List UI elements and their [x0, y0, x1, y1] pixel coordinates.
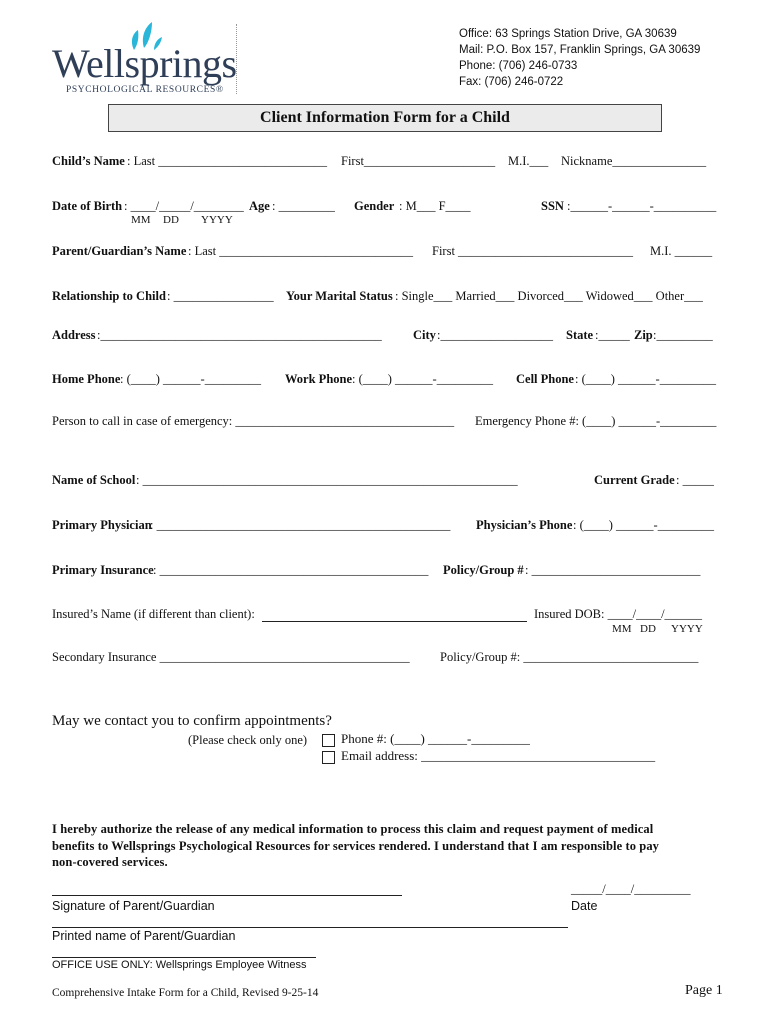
- signature-label: Signature of Parent/Guardian: [52, 899, 215, 913]
- emergency-phone-field[interactable]: Emergency Phone #: (____) ______-_________: [475, 414, 717, 428]
- footer-revision: Comprehensive Intake Form for a Child, Revised 9-25-14: [52, 987, 319, 999]
- child-last-name-field[interactable]: : Last ___________________________: [127, 154, 327, 168]
- insured-name-label: Insured’s Name (if different than client):: [52, 607, 255, 621]
- marital-status-options[interactable]: : Single___ Married___ Divorced___ Widowed___ Other___: [395, 289, 703, 303]
- contact-question: May we contact you to confirm appointments?: [52, 713, 332, 729]
- mail-address: Mail: P.O. Box 157, Franklin Springs, GA 30639: [459, 44, 701, 56]
- insurance-field[interactable]: : ___________________________________________: [153, 563, 429, 577]
- dob-dd-hint: DD: [163, 214, 179, 226]
- age-field[interactable]: : _________: [272, 199, 335, 213]
- contact-instruction: (Please check only one): [188, 733, 308, 747]
- work-phone-label: Work Phone: [285, 372, 353, 386]
- home-phone-label: Home Phone: [52, 372, 121, 386]
- guardian-last-name-field[interactable]: : Last _______________________________: [188, 244, 413, 258]
- cell-phone-label: Cell Phone: [516, 372, 574, 386]
- school-field[interactable]: : ____________________________________________________________: [136, 473, 518, 487]
- school-label: Name of School: [52, 473, 136, 487]
- address-row: [0, 328, 770, 348]
- physician-field[interactable]: : _______________________________________________: [150, 518, 451, 532]
- address-field[interactable]: :_____________________________________________: [97, 328, 382, 342]
- date-label: Date: [571, 899, 598, 913]
- relationship-label: Relationship to Child: [52, 289, 166, 303]
- secondary-insurance-row: [0, 650, 770, 670]
- physician-label: Primary Physician: [52, 518, 152, 532]
- relationship-row: [0, 289, 770, 309]
- insured-dob-yyyy-hint: YYYY: [671, 623, 703, 635]
- home-phone-field[interactable]: : (____) ______-_________: [120, 372, 261, 386]
- printed-name-label: Printed name of Parent/Guardian: [52, 929, 236, 943]
- secondary-insurance-field[interactable]: Secondary Insurance ________________________________________: [52, 650, 410, 664]
- insured-dob-format-row: [0, 623, 770, 643]
- guardian-name-row: [0, 244, 770, 264]
- email-option-label[interactable]: Email address: ____________________________________: [341, 748, 656, 763]
- insured-dob-field[interactable]: Insured DOB: ____/____/______: [534, 607, 703, 621]
- cell-phone-field[interactable]: : (____) ______-_________: [575, 372, 716, 386]
- logo-divider: [236, 24, 237, 94]
- work-phone-field[interactable]: : (____) ______-_________: [352, 372, 493, 386]
- emergency-contact-field[interactable]: Person to call in case of emergency: ___________________________________: [52, 414, 455, 428]
- logo-subtitle: PSYCHOLOGICAL RESOURCES®: [66, 85, 224, 95]
- office-contact-block: [459, 26, 700, 90]
- zip-field[interactable]: :_________: [653, 328, 713, 342]
- grade-field[interactable]: : _____: [676, 473, 714, 487]
- phones-row: [0, 372, 770, 392]
- authorization-line-1: I hereby authorize the release of any medical information to process this claim and request payment of medical: [52, 822, 654, 836]
- dob-field[interactable]: : ____/_____/________: [124, 199, 244, 213]
- marital-status-label: Your Marital Status: [286, 289, 393, 303]
- city-label: City: [413, 328, 436, 342]
- date-field[interactable]: _____/____/_________: [571, 882, 691, 896]
- phone-checkbox-icon[interactable]: [322, 734, 335, 747]
- guardian-mi-field[interactable]: M.I. ______: [650, 244, 713, 258]
- emergency-row: [0, 414, 770, 434]
- ssn-label: SSN: [541, 199, 564, 213]
- authorization-line-3: non-covered services.: [52, 855, 168, 869]
- insured-dob-dd-hint: DD: [640, 623, 656, 635]
- age-label: Age: [249, 199, 270, 213]
- guardian-first-name-field[interactable]: First ____________________________: [432, 244, 634, 258]
- child-name-label: Child’s Name: [52, 154, 125, 168]
- authorization-statement: [52, 821, 659, 871]
- insurance-row: [0, 563, 770, 583]
- email-checkbox-icon[interactable]: [322, 751, 335, 764]
- form-title-box: [108, 104, 662, 132]
- state-label: State: [566, 328, 594, 342]
- dob-label: Date of Birth: [52, 199, 123, 213]
- witness-line[interactable]: [52, 957, 316, 958]
- form-title: Client Information Form for a Child: [260, 109, 510, 126]
- dob-yyyy-hint: YYYY: [201, 214, 233, 226]
- child-first-name-field[interactable]: First_____________________: [341, 154, 496, 168]
- city-field[interactable]: :__________________: [437, 328, 553, 342]
- address-label: Address: [52, 328, 96, 342]
- child-mi-field[interactable]: M.I.___: [508, 154, 549, 168]
- policy-group-field[interactable]: : ___________________________: [525, 563, 701, 577]
- secondary-policy-field[interactable]: Policy/Group #: ____________________________: [440, 650, 699, 664]
- school-row: [0, 473, 770, 493]
- gender-label: Gender: [354, 199, 395, 213]
- gender-field[interactable]: : M___ F____: [399, 199, 471, 213]
- relationship-field[interactable]: : ________________: [167, 289, 274, 303]
- insured-dob-mm-hint: MM: [612, 623, 632, 635]
- signature-line[interactable]: [52, 895, 402, 896]
- state-field[interactable]: :_____: [595, 328, 630, 342]
- phone-option-label[interactable]: Phone #: (____) ______-_________: [341, 731, 530, 746]
- insured-name-line[interactable]: [262, 621, 527, 622]
- physician-phone-label: Physician’s Phone: [476, 518, 573, 532]
- phone-number: Phone: (706) 246-0733: [459, 60, 578, 72]
- fax-number: Fax: (706) 246-0722: [459, 76, 564, 88]
- physician-row: [0, 518, 770, 538]
- child-name-row: [0, 154, 770, 174]
- ssn-field[interactable]: :______-______-__________: [567, 199, 717, 213]
- physician-phone-field[interactable]: : (____) ______-_________: [573, 518, 714, 532]
- policy-group-label: Policy/Group #: [443, 563, 524, 577]
- logo-wordmark: Wellsprings: [52, 41, 237, 86]
- page-number: Page 1: [685, 983, 723, 998]
- zip-label: Zip: [634, 328, 653, 342]
- grade-label: Current Grade: [594, 473, 675, 487]
- guardian-name-label: Parent/Guardian’s Name: [52, 244, 187, 258]
- authorization-line-2: benefits to Wellsprings Psychological Resources for services rendered. I understand that I am responsible to pay: [52, 838, 660, 853]
- dob-mm-hint: MM: [131, 214, 151, 226]
- office-use-label: OFFICE USE ONLY: Wellsprings Employee Witness: [52, 959, 307, 971]
- dob-format-row: [0, 214, 770, 234]
- child-nickname-field[interactable]: Nickname_______________: [561, 154, 707, 168]
- office-address: Office: 63 Springs Station Drive, GA 30639: [459, 28, 677, 40]
- insurance-label: Primary Insurance: [52, 563, 154, 577]
- printed-name-line[interactable]: [52, 927, 568, 928]
